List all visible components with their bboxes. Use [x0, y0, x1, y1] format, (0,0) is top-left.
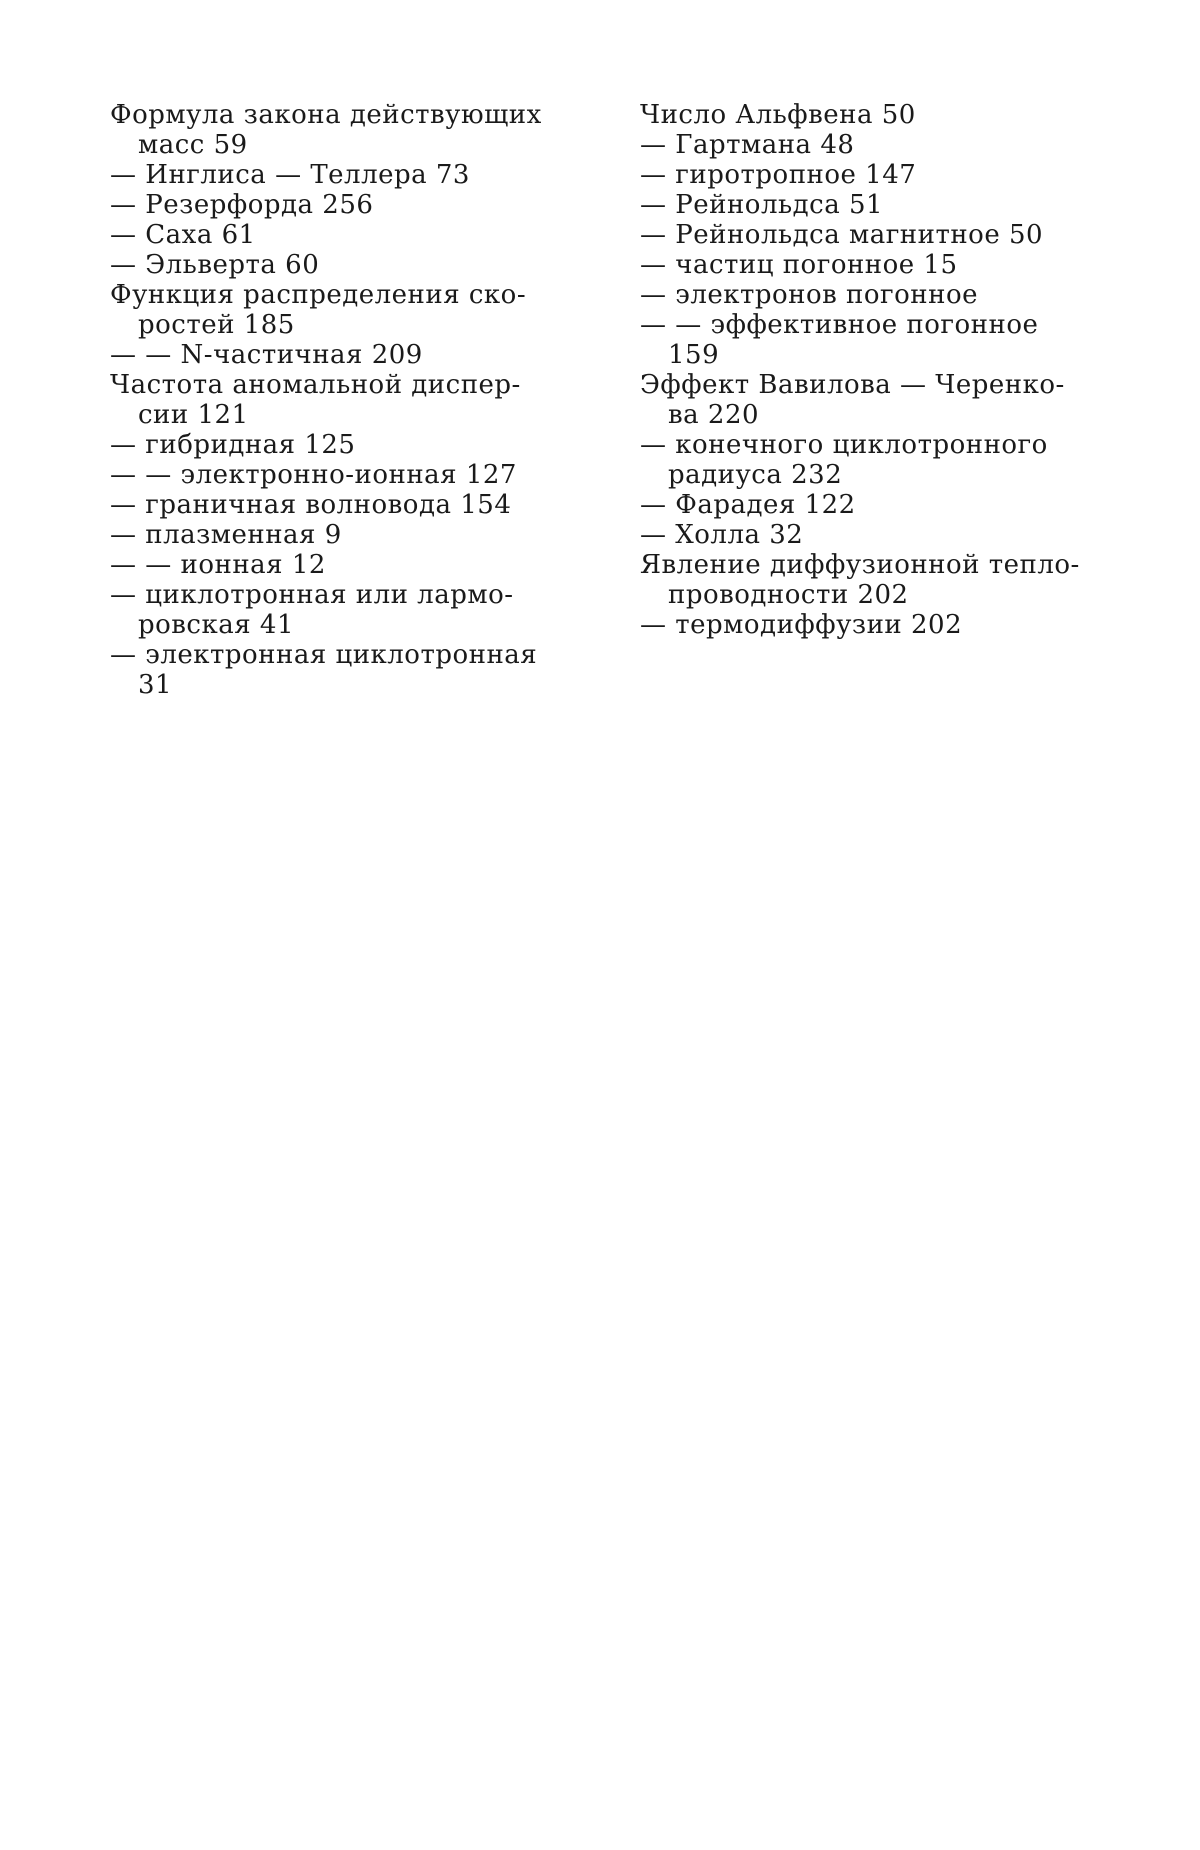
index-line: проводности 202 [668, 580, 909, 610]
index-line: Формула закона действующих [110, 100, 542, 130]
index-line: Частота аномальной диспер- [110, 370, 521, 400]
index-line: — — эффективное погонное [640, 310, 1039, 340]
index-line: — электронов погонное [640, 280, 979, 310]
index-column-right [640, 100, 1090, 640]
index-line: — Холла 32 [640, 520, 804, 550]
index-line: радиуса 232 [668, 460, 843, 490]
index-line: — электронная циклотронная [110, 640, 538, 670]
index-column-left [110, 100, 560, 700]
index-line: — Фарадея 122 [640, 490, 856, 520]
index-line: сии 121 [138, 400, 249, 430]
index-line: — Саха 61 [110, 220, 256, 250]
index-line: ростей 185 [138, 310, 295, 340]
index-line: — циклотронная или лармо- [110, 580, 514, 610]
index-line: Число Альфвена 50 [640, 100, 916, 130]
index-line: ва 220 [668, 400, 760, 430]
index-line: — частиц погонное 15 [640, 250, 958, 280]
index-line: — — электронно-ионная 127 [110, 460, 517, 490]
index-line: Эффект Вавилова — Черенко- [640, 370, 1065, 400]
index-line: — Инглиса — Теллера 73 [110, 160, 470, 190]
index-line: — Рейнольдса 51 [640, 190, 884, 220]
index-line: — граничная волновода 154 [110, 490, 512, 520]
index-line: — Резерфорда 256 [110, 190, 374, 220]
index-line: — Эльверта 60 [110, 250, 320, 280]
index-line: — гиротропное 147 [640, 160, 917, 190]
index-line: — гибридная 125 [110, 430, 356, 460]
index-line: Функция распределения ско- [110, 280, 527, 310]
index-line: 31 [138, 670, 173, 700]
index-line: — Рейнольдса магнитное 50 [640, 220, 1044, 250]
index-line: — — ионная 12 [110, 550, 326, 580]
index-line: — конечного циклотронного [640, 430, 1048, 460]
index-line: — Гартмана 48 [640, 130, 855, 160]
index-line: масс 59 [138, 130, 248, 160]
index-line: 159 [668, 340, 720, 370]
index-line: ровская 41 [138, 610, 294, 640]
index-line: Явление диффузионной тепло- [640, 550, 1080, 580]
index-line: — плазменная 9 [110, 520, 342, 550]
index-line: — термодиффузии 202 [640, 610, 963, 640]
index-line: — — N-частичная 209 [110, 340, 423, 370]
